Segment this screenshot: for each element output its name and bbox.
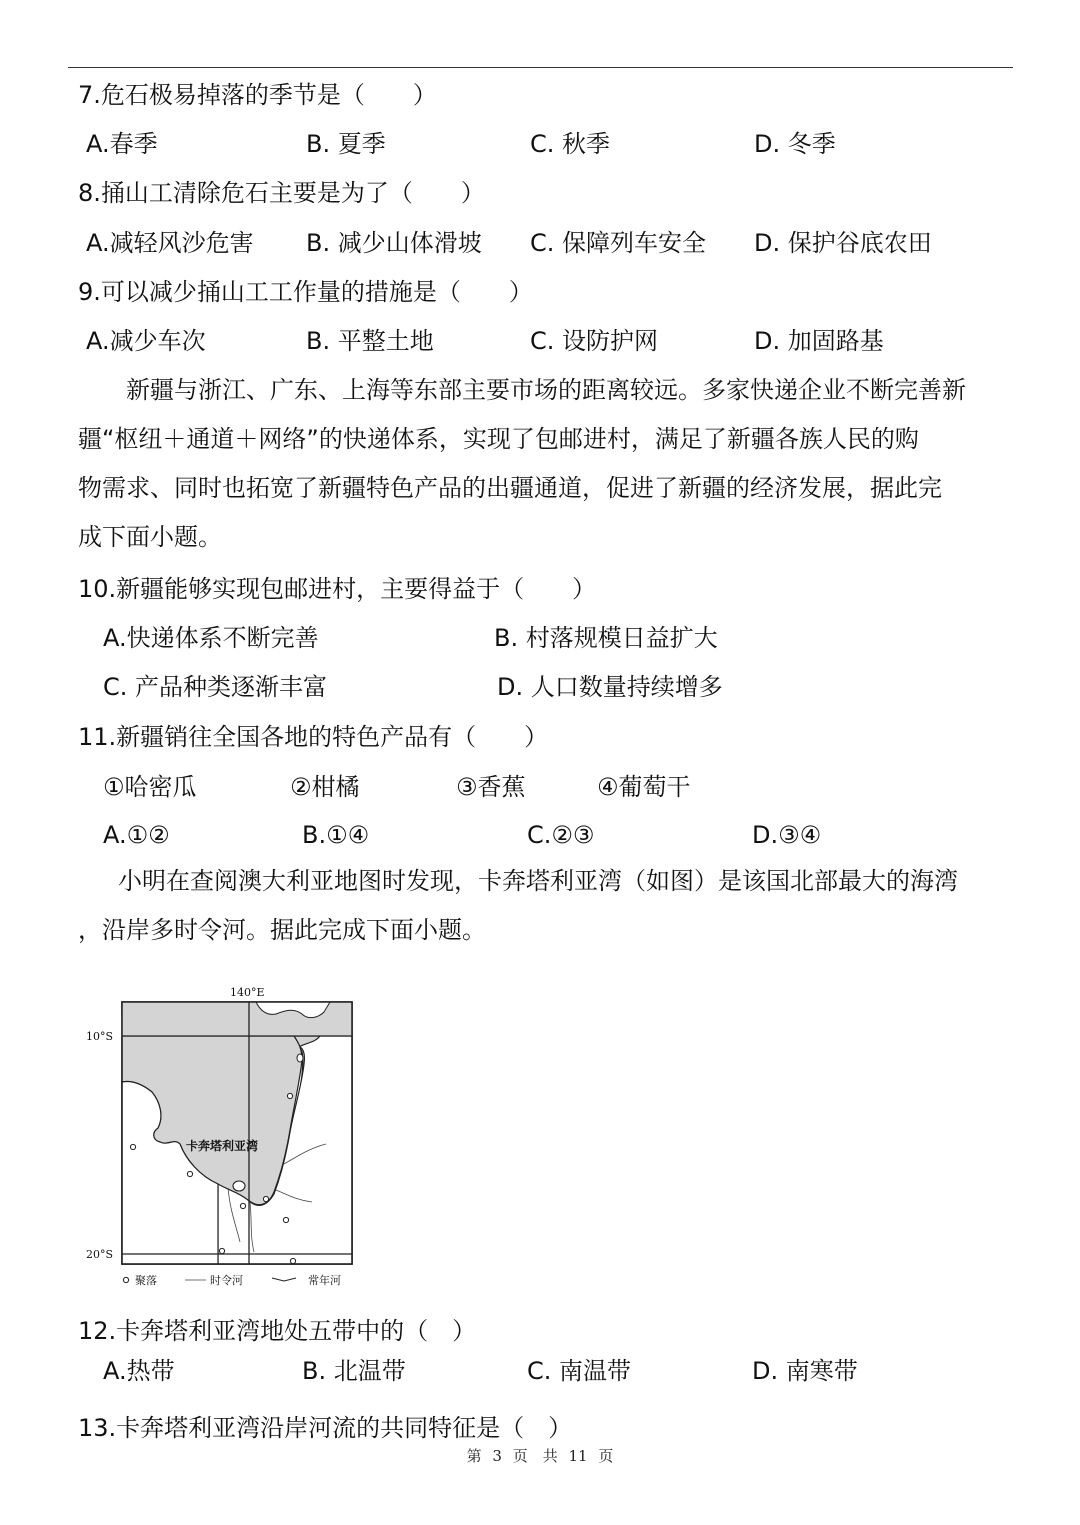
question-8-stem: 8.捅山工清除危石主要是为了（ ） [78, 179, 485, 207]
q10-option-d: D. 人口数量持续增多 [497, 673, 723, 701]
footer-total-pages: 11 [568, 1447, 588, 1465]
q12-option-c: C. 南温带 [527, 1357, 632, 1385]
q11-option-a: A.①② [103, 821, 170, 849]
q10-option-b: B. 村落规模日益扩大 [494, 624, 718, 652]
q7-option-c: C. 秋季 [530, 130, 611, 158]
gulf-label: 卡奔塔利亚湾 [186, 1139, 259, 1153]
page-footer [0, 1445, 1080, 1466]
q10-option-a: A.快递体系不断完善 [103, 624, 319, 652]
passage-line: 成下面小题。 [78, 523, 222, 551]
gulf-of-carpentaria-map [80, 980, 370, 1292]
q11-item-4: ④葡萄干 [597, 773, 691, 801]
passage-line: ，沿岸多时令河。据此完成下面小题。 [78, 916, 486, 944]
passage-line: 物需求、同时也拓宽了新疆特色产品的出疆通道，促进了新疆的经济发展，据此完 [78, 474, 942, 502]
question-10-stem: 10.新疆能够实现包邮进村，主要得益于（ ） [78, 575, 597, 603]
q7-option-d: D. 冬季 [754, 130, 836, 158]
legend-perennial-river-icon [272, 1278, 296, 1281]
footer-suffix: 页 [598, 1447, 614, 1465]
passage-line: 疆“枢纽＋通道＋网络”的快递体系，实现了包邮进村，满足了新疆各族人民的购 [78, 425, 919, 453]
q9-option-c: C. 设防护网 [530, 327, 659, 355]
q11-option-d: D.③④ [752, 821, 822, 849]
question-13-stem: 13.卡奔塔利亚湾沿岸河流的共同特征是（ ） [78, 1414, 573, 1442]
lat-top-label: 10°S [86, 1030, 114, 1043]
q9-option-d: D. 加固路基 [754, 327, 884, 355]
longitude-label: 140°E [230, 986, 265, 999]
q12-option-b: B. 北温带 [302, 1357, 406, 1385]
q10-option-c: C. 产品种类逐渐丰富 [103, 673, 328, 701]
q11-item-3: ③香蕉 [456, 773, 526, 801]
footer-page-number: 3 [492, 1447, 502, 1465]
q8-option-b: B. 减少山体滑坡 [306, 229, 482, 257]
australia-passage [78, 857, 1008, 955]
q9-option-b: B. 平整土地 [306, 327, 434, 355]
question-7-stem: 7.危石极易掉落的季节是（ ） [78, 81, 437, 109]
q7-option-a: A.春季 [86, 130, 158, 158]
question-9-stem: 9.可以减少捅山工工作量的措施是（ ） [78, 278, 533, 306]
header-rule [68, 67, 1013, 68]
q11-option-b: B.①④ [302, 821, 370, 849]
footer-mid: 页 共 [512, 1447, 558, 1465]
legend-perennial-river: 常年河 [308, 1274, 341, 1287]
q12-option-d: D. 南寒带 [752, 1357, 858, 1385]
q7-option-b: B. 夏季 [306, 130, 386, 158]
q11-option-c: C.②③ [527, 821, 595, 849]
q11-item-2: ②柑橘 [290, 773, 360, 801]
xinjiang-passage [78, 366, 1008, 562]
q11-item-1: ①哈密瓜 [103, 773, 197, 801]
q8-option-d: D. 保护谷底农田 [754, 229, 932, 257]
legend-settlement: 聚落 [135, 1274, 157, 1287]
question-11-stem: 11.新疆销往全国各地的特色产品有（ ） [78, 723, 549, 751]
q8-option-a: A.减轻风沙危害 [86, 229, 254, 257]
lat-bottom-label: 20°S [86, 1248, 114, 1261]
passage-line: 新疆与浙江、广东、上海等东部主要市场的距离较远。多家快递企业不断完善新 [126, 376, 966, 404]
passage-line: 小明在查阅澳大利亚地图时发现，卡奔塔利亚湾（如图）是该国北部最大的海湾 [118, 867, 958, 895]
q12-option-a: A.热带 [103, 1357, 175, 1385]
q8-option-c: C. 保障列车安全 [530, 229, 707, 257]
footer-prefix: 第 [466, 1447, 482, 1465]
legend-seasonal-river: 时令河 [210, 1274, 243, 1287]
legend-settlement-icon [123, 1277, 128, 1282]
q9-option-a: A.减少车次 [86, 327, 206, 355]
question-12-stem: 12.卡奔塔利亚湾地处五带中的（ ） [78, 1317, 477, 1345]
